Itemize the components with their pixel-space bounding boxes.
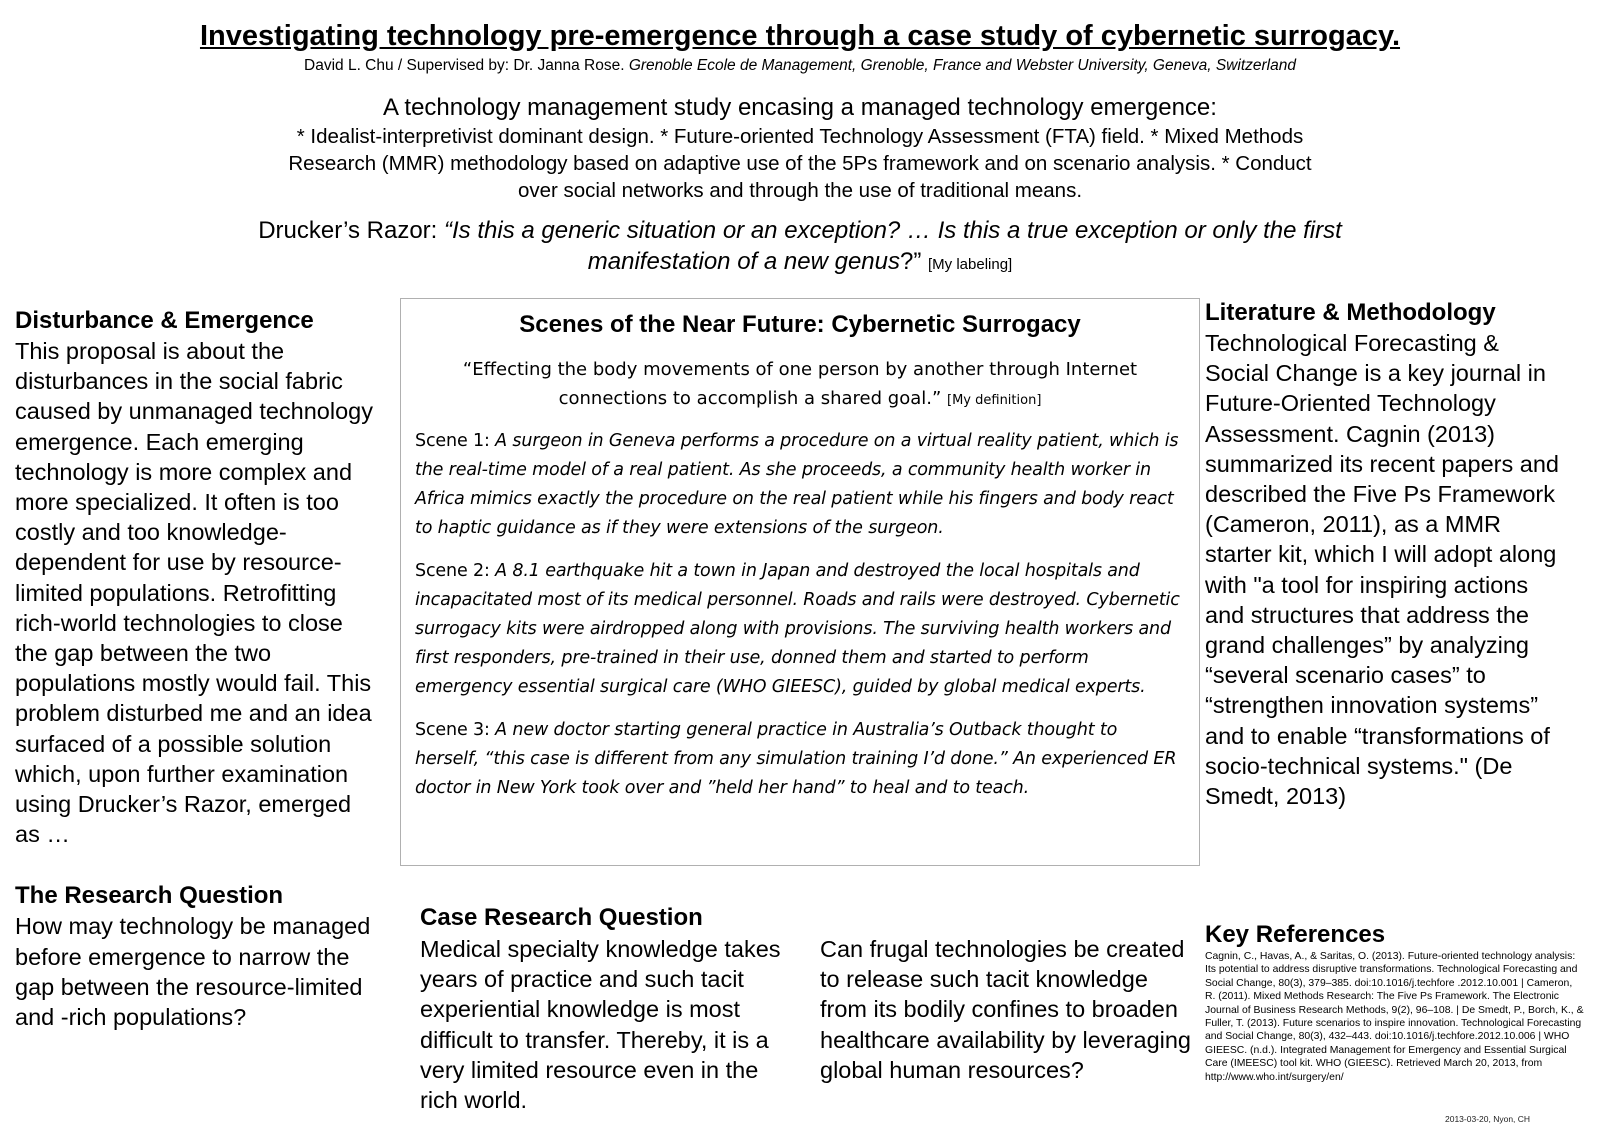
drucker-razor — [190, 215, 1410, 280]
scene-label: Scene 1: — [415, 431, 490, 451]
disturbance-heading: Disturbance & Emergence — [15, 307, 314, 334]
definition-text: “Effecting the body movements of one person by another through Internet connections to accomplish a shared goal.” — [462, 359, 1138, 409]
scene-text: A surgeon in Geneva performs a procedure on a virtual reality patient, which is the real-time model of a real patient. As she proceeds, a community health worker in Africa mimics exactly the procedure on the real patient while his fingers and body react to haptic guidance as if they were extensions of the surgeon. — [415, 431, 1179, 538]
scene-label: Scene 2: — [415, 561, 490, 581]
references-heading: Key References — [1205, 921, 1386, 948]
razor-quote: “Is this a generic situation or an exception? … Is this a true exception or only the first manifestation of a new genus — [444, 217, 1342, 275]
scene-text: A new doctor starting general practice in Australia’s Outback thought to herself, “this case is different from any simulation training I’d done.” An experienced ER doctor in New York took over and ”held her hand” to heal and to teach. — [415, 720, 1177, 798]
author-line — [0, 57, 1600, 75]
case-question-right: Can frugal technologies be created to release such tacit knowledge from its bodily confines to broaden healthcare availability by leveraging global human resources? — [820, 936, 1191, 1083]
razor-quote-end: ?” — [899, 248, 922, 275]
author-affiliation: Grenoble Ecole de Management, Grenoble, France and Webster University, Geneva, Switzerland — [628, 57, 1296, 74]
scene-1 — [415, 427, 1185, 543]
literature-body: Technological Forecasting & Social Change is a key journal in Future-Oriented Technology Assessment. Cagnin (2013) summarized its recent papers and described the Five Ps Framework (Cameron, 2011), as a MMR starter kit, which I will adopt along with "a tool for inspiring actions and structures that address the grand challenges” by analyzing “several scenario cases” to “strengthen innovation systems” and to enable “transformations of socio-technical systems." (De Smedt, 2013) — [1205, 330, 1559, 810]
research-question-heading: The Research Question — [15, 882, 284, 910]
case-question-heading: Case Research Question — [420, 904, 703, 931]
literature-heading: Literature & Methodology — [1205, 299, 1496, 326]
case-question-left: Medical specialty knowledge takes years of practice and such tacit experiential knowledge is most difficult to transfer. Thereby, it is a very limited resource even in the rich world. — [420, 936, 781, 1114]
scene-label: Scene 3: — [415, 720, 490, 740]
references-body: Cagnin, C., Havas, A., & Saritas, O. (2013). Future-oriented technology analysis: Its potential to address disruptive transformations. Technological Forecasting and Social Change, 80(3), 379–385. doi:10.1016/j.techfore .2012.10.001 | Cameron, R. (2011). Mixed Methods Research: The Five Ps Framework. The Electronic Journal of Business Research Methods, 9(2), 96–108. | De Smedt, P., Borch, K., & Fuller, T. (2013). Future scenarios to inspire innovation. Technological Forecasting and Social Change, 80(3), 432–443. doi:10.1016/j.techfore.2012.10.006 | WHO GIEESC. (n.d.). Integrated Management for Emergency and Essential Surgical Care (IMEESC) tool kit. WHO (GIEESC). Retrieved March 20, 2013, from http://www.who.int/surgery/en/ — [1205, 951, 1584, 1083]
author-names: David L. Chu / Supervised by: Dr. Janna Rose. — [304, 57, 625, 74]
summary-body: * Idealist-interpretivist dominant design. * Future-oriented Technology Assessment (FTA) field. * Mixed Methods Research (MMR) methodology based on adaptive use of the 5Ps framework and on scenario analysis. * Conduct over social networks and through the use of traditional means. — [288, 125, 1312, 202]
razor-label: Drucker’s Razor: — [258, 217, 438, 244]
poster-date: 2013-03-20, Nyon, CH — [1445, 1114, 1531, 1124]
scene-2 — [415, 557, 1185, 702]
definition-note: [My definition] — [947, 393, 1042, 408]
research-question-body: How may technology be managed before emergence to narrow the gap between the resource-limited and -rich populations? — [15, 913, 371, 1031]
left-column — [15, 306, 380, 1032]
disturbance-body: This proposal is about the disturbances in the social fabric caused by unmanaged technology emergence. Each emerging technology is more complex and more specialized. It often is too costly and too knowledge-dependent for use by resource-limited populations. Retrofitting rich-world technologies to close the gap between the two populations mostly would fail. This problem disturbed me and an idea surfaced of a possible solution which, upon further examination using Drucker’s Razor, emerged as … — [15, 338, 373, 848]
right-column — [1205, 298, 1565, 811]
scenes-box — [400, 298, 1200, 866]
scene-3 — [415, 716, 1185, 803]
poster-title: Investigating technology pre-emergence through a case study of cybernetic surrogacy. — [199, 20, 1401, 52]
scenes-definition — [415, 355, 1185, 415]
scenes-title: Scenes of the Near Future: Cybernetic Surrogacy — [519, 311, 1081, 338]
summary-heading: A technology management study encasing a managed technology emergence: — [383, 94, 1217, 121]
razor-note: [My labeling] — [928, 256, 1013, 273]
scene-text: A 8.1 earthquake hit a town in Japan and destroyed the local hospitals and incapacitated most of its medical personnel. Roads and rails were destroyed. Cybernetic surrogacy kits were airdropped along with provisions. The surviving health workers and first responders, pre-trained in their use, donned them and started to perform emergency essential surgical care (WHO GIEESC), guided by global medical experts. — [415, 561, 1180, 697]
